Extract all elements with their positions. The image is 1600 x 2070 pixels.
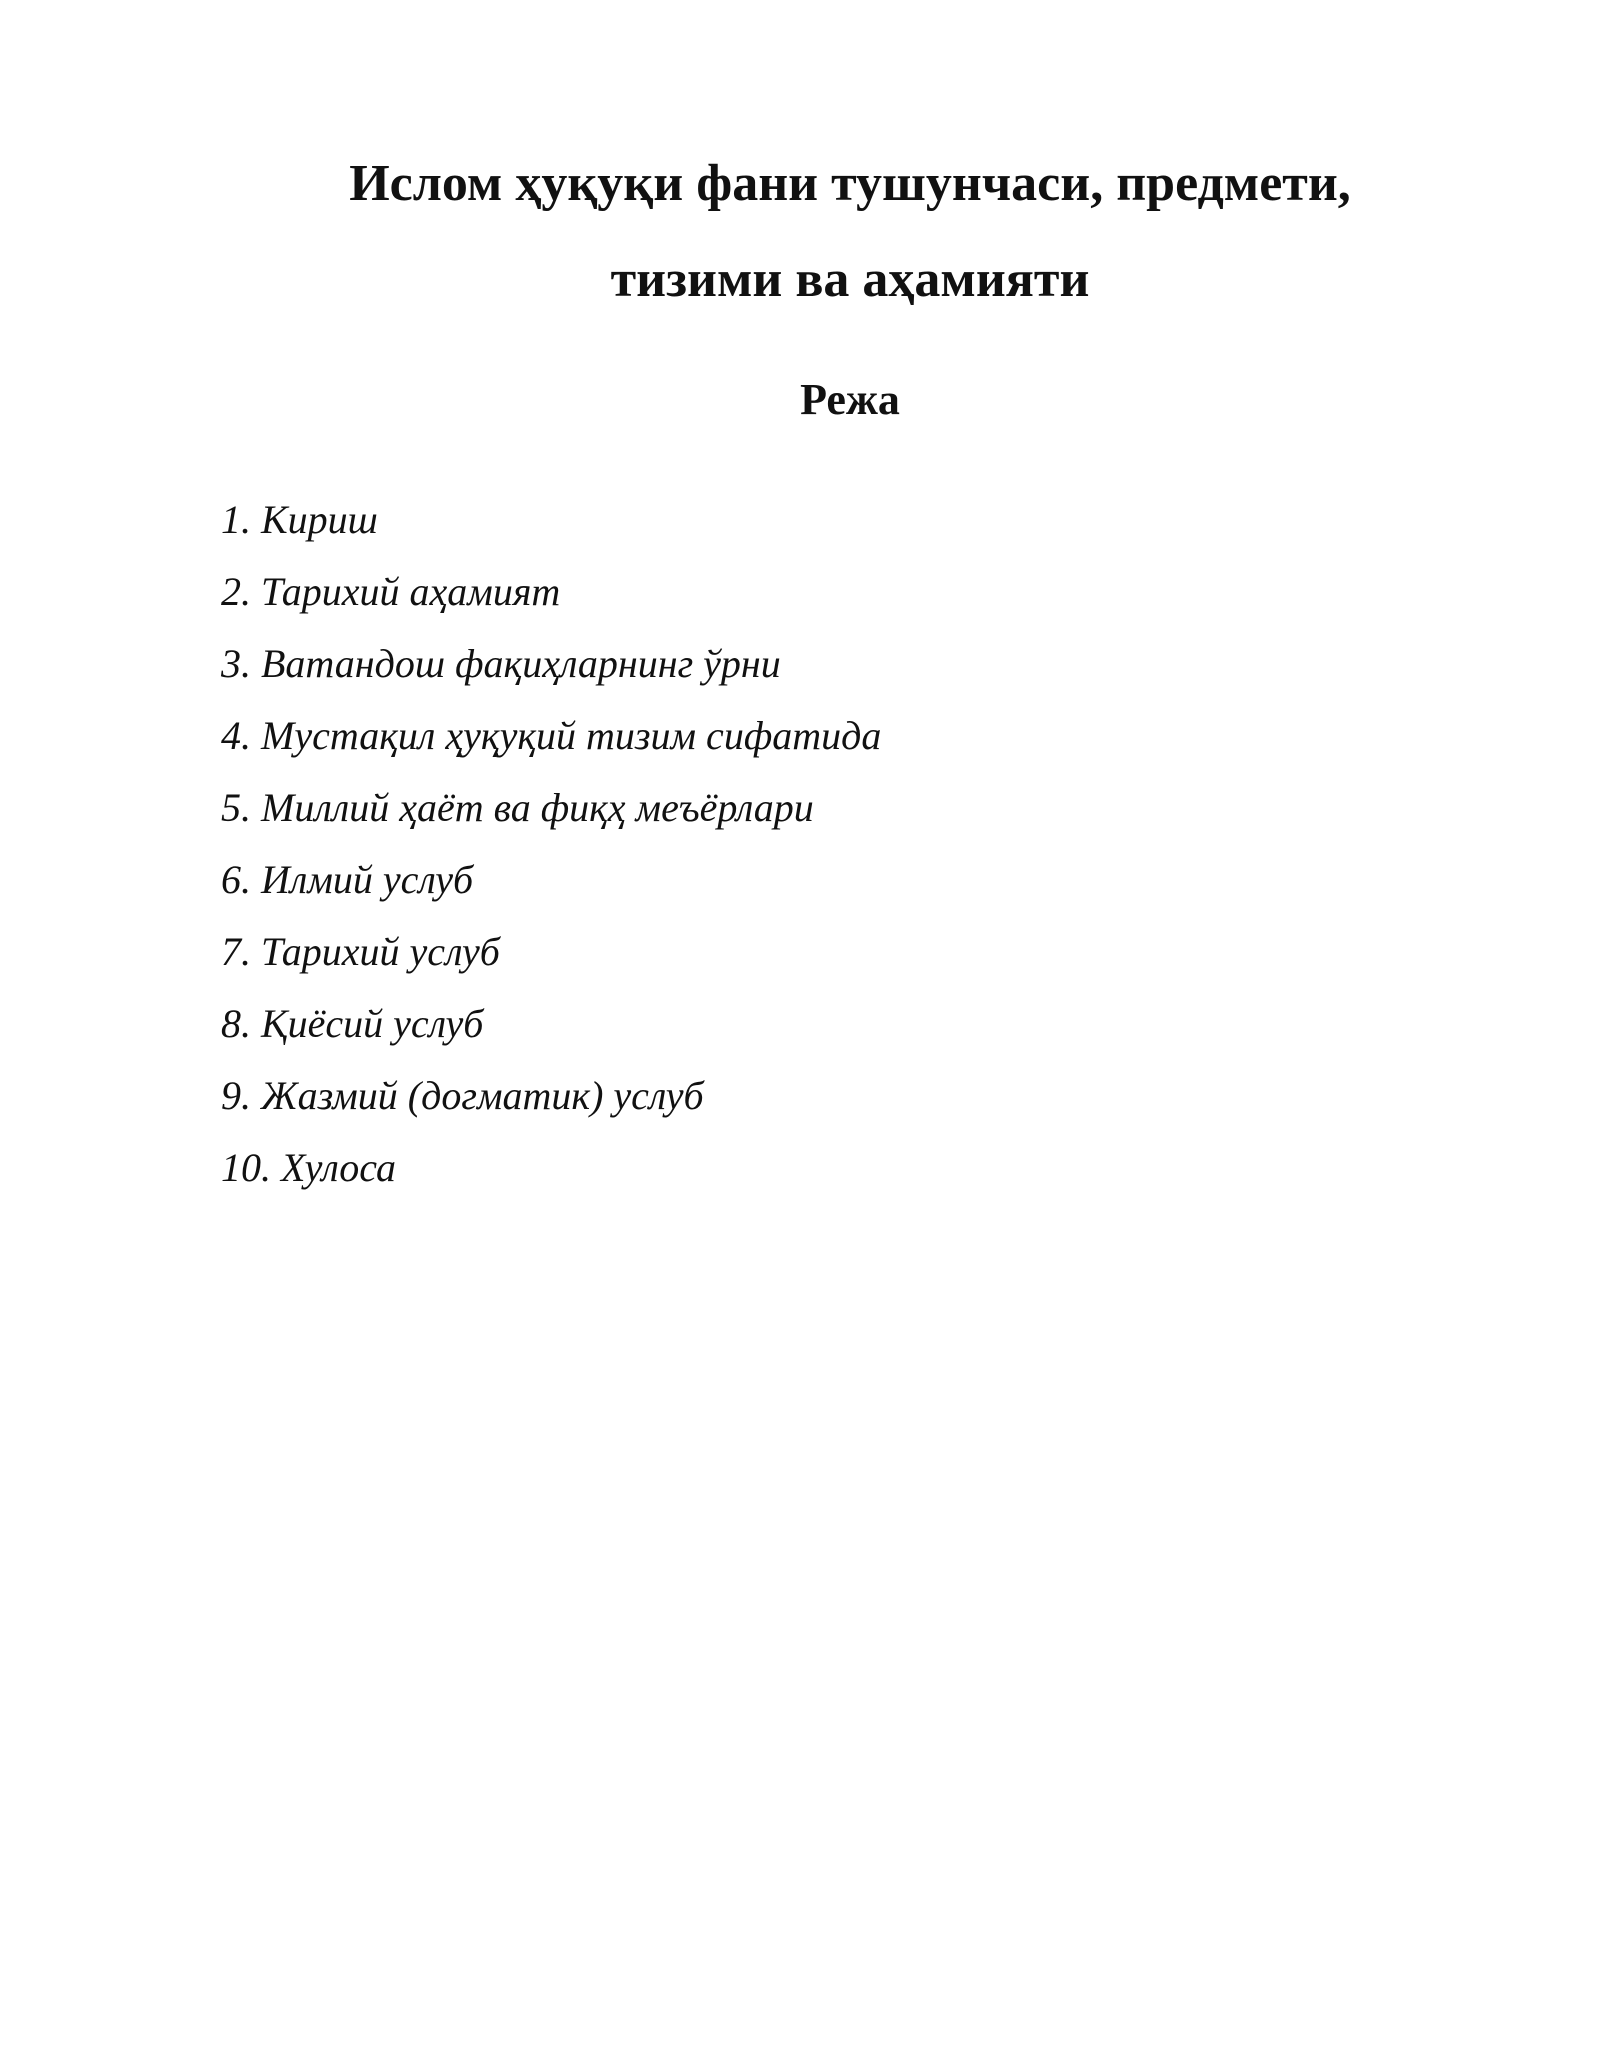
document-title-line-2: тизими ва аҳамияти — [610, 251, 1090, 308]
plan-heading: Режа — [800, 375, 900, 424]
plan-item: 1. Кириш — [221, 497, 378, 542]
plan-item: 8. Қиёсий услуб — [221, 1001, 484, 1046]
plan-item: 10. Хулоса — [221, 1145, 396, 1190]
document-title — [200, 136, 1500, 328]
plan-item: 5. Миллий ҳаёт ва фиқҳ меъёрлари — [221, 785, 814, 830]
plan-item: 6. Илмий услуб — [221, 857, 474, 902]
plan-item: 9. Жазмий (догматик) услуб — [221, 1073, 704, 1118]
plan-item: 4. Мустақил ҳуқуқий тизим сифатида — [221, 713, 882, 758]
plan-item: 7. Тарихий услуб — [221, 929, 500, 974]
plan-item: 3. Ватандош фақиҳларнинг ўрни — [221, 641, 781, 686]
plan-item: 2. Тарихий аҳамият — [221, 569, 561, 614]
document-title-line-1: Ислом ҳуқуқи фани тушунчаси, предмети, — [349, 155, 1351, 212]
plan-list — [221, 484, 881, 1204]
